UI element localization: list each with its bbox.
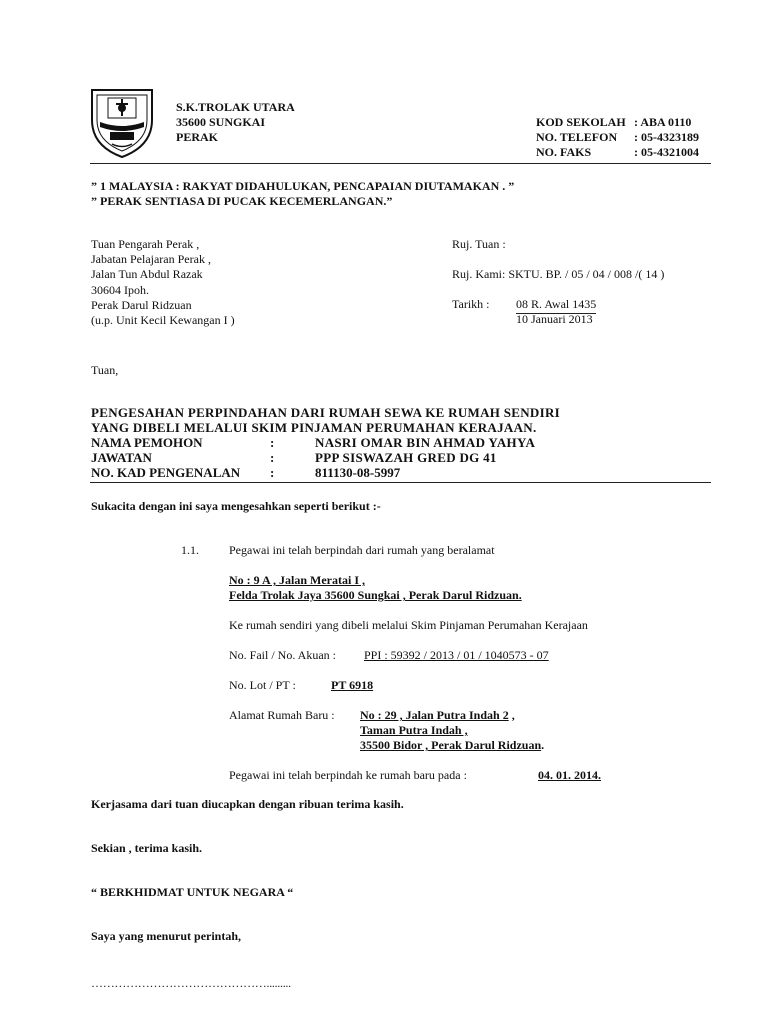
- ic-number-label: NO. KAD PENGENALAN: [91, 465, 241, 480]
- slogan-line-2: ” PERAK SENTIASA DI PUCAK KECEMERLANGAN.”: [91, 194, 393, 208]
- ic-number-colon: :: [270, 465, 275, 480]
- applicant-name-label: NAMA PEMOHON: [91, 435, 203, 450]
- position-colon: :: [270, 450, 275, 465]
- school-name: S.K.TROLAK UTARA: [176, 100, 295, 114]
- salutation: Tuan,: [91, 363, 119, 377]
- slogan-line-1: ” 1 MALAYSIA : RAKYAT DIDAHULUKAN, PENCAPAIAN DIUTAMAKAN . ”: [91, 179, 515, 193]
- thanks-text: Kerjasama dari tuan diucapkan dengan ribuan terima kasih.: [91, 797, 404, 811]
- school-crest-logo: [88, 86, 156, 160]
- signature-line: ……………………………………….........: [91, 976, 291, 990]
- file-number-value: PPI : 59392 / 2013 / 01 / 1040573 - 07: [364, 648, 549, 662]
- school-code-label: KOD SEKOLAH: [536, 115, 626, 129]
- fax-label: NO. FAKS: [536, 145, 592, 159]
- ic-number-value: 811130-08-5997: [315, 465, 401, 480]
- file-number-label: No. Fail / No. Akuan :: [229, 648, 336, 662]
- phone-label: NO. TELEFON: [536, 130, 618, 144]
- school-code-value: : ABA 0110: [634, 115, 692, 129]
- motto-text: “ BERKHIDMAT UNTUK NEGARA “: [91, 885, 294, 899]
- position-value: PPP SISWAZAH GRED DG 41: [315, 450, 497, 465]
- our-reference: Ruj. Kami: SKTU. BP. / 05 / 04 / 008 /( 14 ): [452, 267, 665, 281]
- applicant-name-value: NASRI OMAR BIN AHMAD YAHYA: [315, 435, 536, 450]
- recipient-line: Perak Darul Ridzuan: [91, 297, 192, 312]
- your-reference: Ruj. Tuan :: [452, 237, 506, 251]
- recipient-line: Jabatan Pelajaran Perak ,: [91, 252, 211, 267]
- recipient-line: Jalan Tun Abdul Razak: [91, 267, 203, 282]
- position-label: JAWATAN: [91, 450, 152, 465]
- new-address-line-1-wrap: [360, 708, 515, 723]
- applicant-name-colon: :: [270, 435, 275, 450]
- school-postcode-town: 35600 SUNGKAI: [176, 115, 266, 129]
- new-address-line-2: Taman Putra Indah ,: [360, 723, 468, 737]
- date-gregorian: 10 Januari 2013: [516, 312, 593, 326]
- new-address-label: Alamat Rumah Baru :: [229, 708, 335, 722]
- intro-text: Sukacita dengan ini saya mengesahkan seperti berikut :-: [91, 499, 381, 513]
- letterhead-divider: [90, 163, 711, 164]
- recipient-line: 30604 Ipoh.: [91, 282, 149, 297]
- new-address-line-3-tail: .: [541, 738, 545, 752]
- lot-value: PT 6918: [331, 678, 374, 692]
- item-text: Pegawai ini telah berpindah dari rumah yang beralamat: [229, 543, 495, 557]
- new-address-line-3-wrap: [360, 738, 544, 753]
- subject-line-2: YANG DIBELI MELALUI SKIM PINJAMAN PERUMAHAN KERAJAAN.: [91, 420, 537, 435]
- old-address-line-1: No : 9 A , Jalan Meratai I ,: [229, 573, 365, 587]
- new-address-line-3: 35500 Bidor , Perak Darul Ridzuan: [360, 738, 542, 752]
- new-address-line-1-tail: ,: [508, 708, 515, 722]
- recipient-line: (u.p. Unit Kecil Kewangan I ): [91, 313, 235, 328]
- subject-line-1: PENGESAHAN PERPINDAHAN DARI RUMAH SEWA KE RUMAH SENDIRI: [91, 405, 561, 420]
- old-address-line-2: Felda Trolak Jaya 35600 Sungkai , Perak Darul Ridzuan.: [229, 588, 522, 602]
- new-address-line-1: No : 29 , Jalan Putra Indah 2: [360, 708, 509, 722]
- lot-label: No. Lot / PT :: [229, 678, 296, 692]
- phone-value: : 05-4323189: [634, 130, 699, 144]
- moved-date-text: Pegawai ini telah berpindah ke rumah baru pada :: [229, 768, 467, 782]
- sekian-text: Sekian , terima kasih.: [91, 841, 203, 855]
- school-state: PERAK: [176, 130, 218, 144]
- signoff-text: Saya yang menurut perintah,: [91, 929, 242, 943]
- recipient-address: [91, 237, 235, 328]
- date-label: Tarikh :: [452, 297, 490, 311]
- item-number: 1.1.: [181, 543, 199, 557]
- recipient-line: Tuan Pengarah Perak ,: [91, 237, 200, 251]
- date-hijri: 08 R. Awal 1435: [516, 297, 596, 314]
- new-house-description: Ke rumah sendiri yang dibeli melalui Skim Pinjaman Perumahan Kerajaan: [229, 618, 588, 632]
- fax-value: : 05-4321004: [634, 145, 699, 159]
- moved-date-value: 04. 01. 2014.: [538, 768, 601, 782]
- subject-divider: [90, 482, 711, 483]
